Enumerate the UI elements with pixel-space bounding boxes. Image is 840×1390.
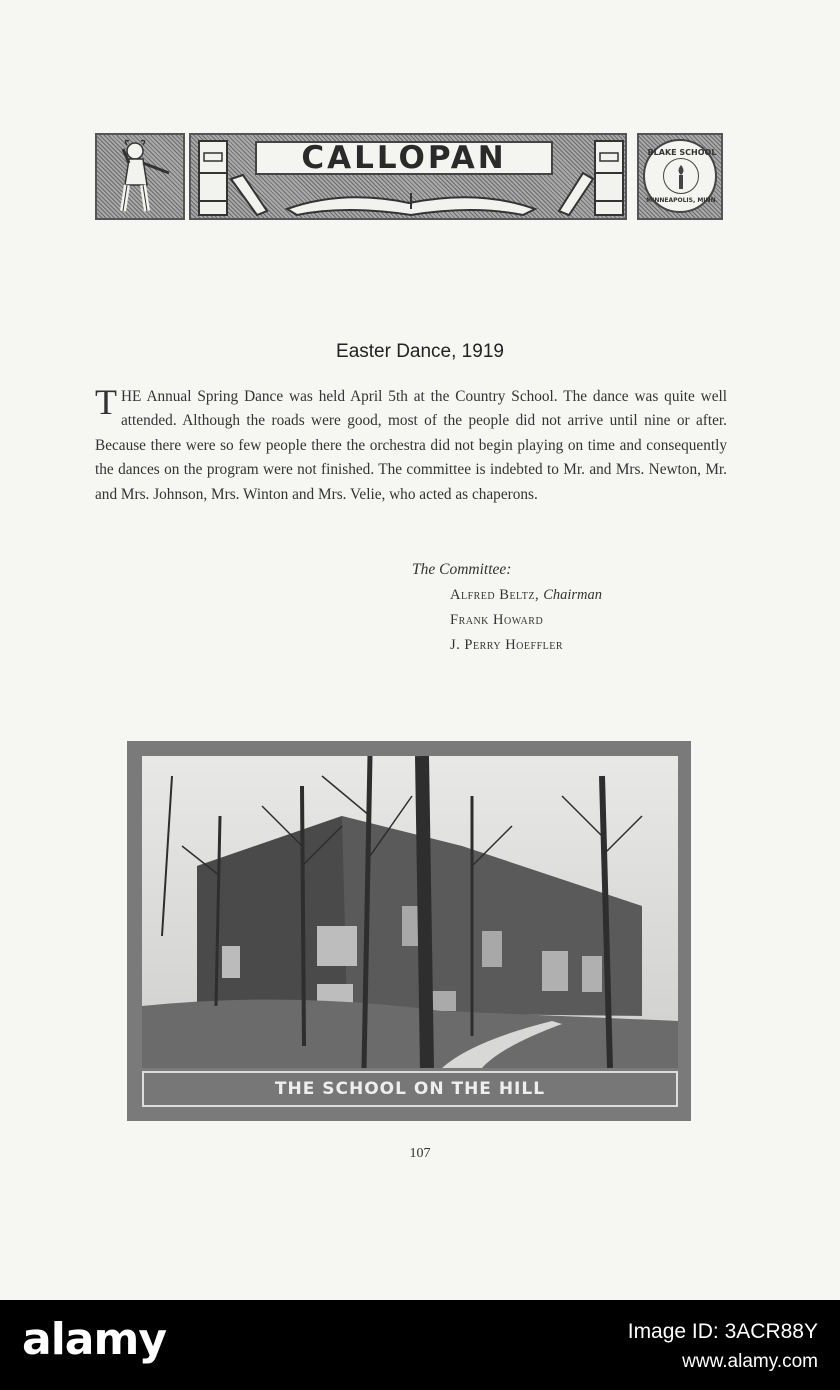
photo-caption: THE SCHOOL ON THE HILL bbox=[274, 1079, 546, 1099]
article-title: Easter Dance, 1919 bbox=[336, 341, 504, 362]
member-name: Frank Howard bbox=[450, 612, 544, 628]
seal-top-text: BLAKE SCHOOL bbox=[647, 148, 717, 157]
committee-label: The Committee: bbox=[412, 561, 512, 578]
committee-member bbox=[450, 612, 543, 629]
site-url: www.alamy.com bbox=[682, 1351, 818, 1372]
committee-member bbox=[450, 637, 563, 654]
member-role: Chairman bbox=[543, 587, 603, 603]
faun-figure-icon bbox=[113, 137, 173, 217]
books-right-icon bbox=[557, 139, 629, 217]
callopan-banner bbox=[95, 133, 723, 220]
stock-watermark-bar bbox=[0, 1300, 840, 1390]
image-id: Image ID: 3ACR88Y bbox=[627, 1320, 818, 1343]
open-book-icon bbox=[283, 179, 539, 219]
alamy-logo: alamy bbox=[22, 1314, 166, 1365]
seal-bottom-text: MINNEAPOLIS, MINN. bbox=[646, 197, 718, 204]
committee-member bbox=[450, 587, 602, 604]
school-photo bbox=[142, 756, 678, 1068]
member-name: Alfred Beltz, bbox=[450, 587, 540, 603]
banner-title: CALLOPAN bbox=[255, 141, 553, 175]
torch-icon bbox=[664, 159, 698, 193]
member-name: J. Perry Hoeffler bbox=[450, 637, 564, 653]
article-body bbox=[95, 382, 727, 507]
blake-school-seal bbox=[643, 139, 717, 213]
article-paragraph: HE Annual Spring Dance was held April 5th at the Country School. The dance was quite well attended. Although the roads were good, most of the people did not arrive until nine or after. Because there were so few people there the orchestra did not begin playing on time and consequently the dances on the program were not finished. The committee is indebted to Mr. and Mrs. Newton, Mr. and Mrs. Johnson, Mrs. Winton and Mrs. Velie, who acted as chaperons. bbox=[95, 388, 727, 503]
school-building-illustration bbox=[142, 756, 678, 1068]
photo-caption-bar bbox=[142, 1071, 678, 1107]
drop-cap: T bbox=[95, 382, 117, 422]
seal-torch-emblem bbox=[663, 158, 699, 194]
page-number: 107 bbox=[409, 1146, 431, 1161]
